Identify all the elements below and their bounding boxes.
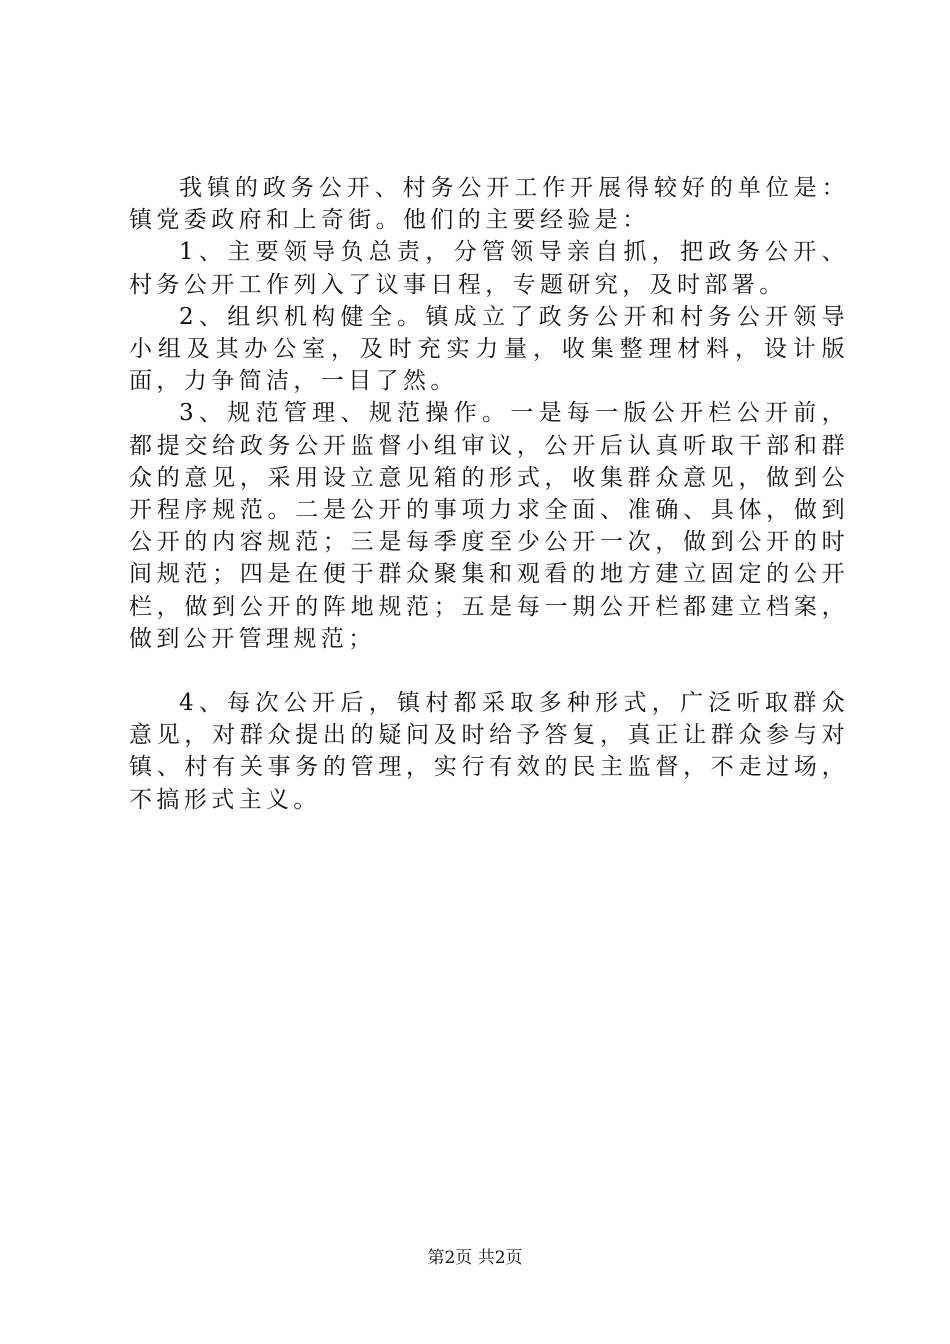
paragraph-item-2: 2、组织机构健全。镇成立了政务公开和村务公开领导小组及其办公室，及时充实力量，收集整理材料，设计版面，力争简洁，一目了然。	[129, 303, 849, 395]
paragraph-intro: 我镇的政务公开、村务公开工作开展得较好的单位是：镇党委政府和上奇街。他们的主要经验是：	[129, 175, 849, 234]
document-body	[129, 172, 849, 816]
paragraph-item-3: 3、规范管理、规范操作。一是每一版公开栏公开前，都提交给政务公开监督小组审议，公开后认真听取干部和群众的意见，采用设立意见箱的形式，收集群众意见，做到公开程序规范。二是公开的事项力求全面、准确、具体，做到公开的内容规范；三是每季度至少公开一次，做到公开的时间规范；四是在便于群众聚集和观看的地方建立固定的公开栏，做到公开的阵地规范；五是每一期公开栏都建立档案，做到公开管理规范；	[129, 400, 849, 652]
paragraph-item-1: 1、主要领导负总责，分管领导亲自抓，把政务公开、村务公开工作列入了议事日程，专题研究，及时部署。	[129, 239, 849, 298]
paragraph-spacer	[129, 655, 849, 687]
page-number-footer: 第2页 共2页	[427, 1248, 523, 1268]
paragraph-item-4: 4、每次公开后，镇村都采取多种形式，广泛听取群众意见，对群众提出的疑问及时给予答复，真正让群众参与对镇、村有关事务的管理，实行有效的民主监督，不走过场，不搞形式主义。	[129, 690, 849, 813]
